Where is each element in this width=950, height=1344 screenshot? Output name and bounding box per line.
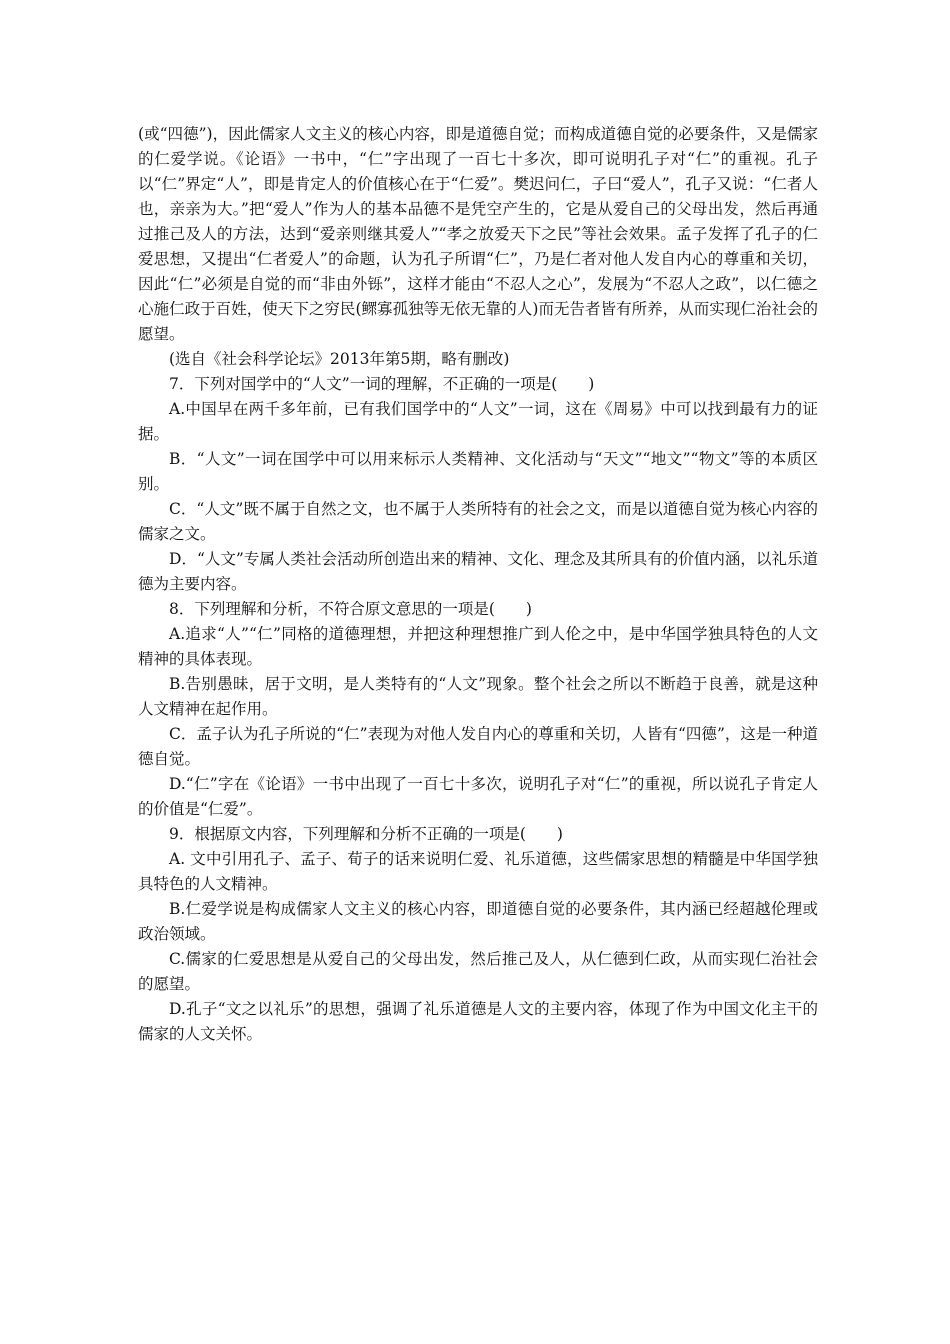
question-7-option-b: B．“人文”一词在国学中可以用来标示人类精神、文化活动与“天文”“地文”“物文”等的本质区别。 <box>138 450 818 493</box>
question-9-option-a: A. 文中引用孔子、孟子、荀子的话来说明仁爱、礼乐道德，这些儒家思想的精髓是中华国学独具特色的人文精神。 <box>138 850 818 893</box>
question-7-option-c: C．“人文”既不属于自然之文，也不属于人类所特有的社会之文，而是以道德自觉为核心内容的儒家之文。 <box>138 500 818 543</box>
question-8-option-c: C．孟子认为孔子所说的“仁”表现为对他人发自内心的尊重和关切，人皆有“四德”，这是一种道德自觉。 <box>138 725 818 768</box>
document-page <box>138 122 818 1047</box>
question-8-option-a: A.追求“人”“仁”同格的道德理想，并把这种理想推广到人伦之中，是中华国学独具特色的人文精神的具体表现。 <box>138 625 818 668</box>
question-7-stem: 7．下列对国学中的“人文”一词的理解，不正确的一项是( ) <box>169 375 595 393</box>
passage-body: (或“四德”)，因此儒家人文主义的核心内容，即是道德自觉；而构成道德自觉的必要条件，又是儒家的仁爱学说。《论语》一书中，“仁”字出现了一百七十多次，即可说明孔子对“仁”的重视。孔子以“仁”界定“人”，即是肯定人的价值核心在于“仁爱”。樊迟问仁，子曰“爱人”，孔子又说：“仁者人也，亲亲为大。”把“爱人”作为人的基本品德不是凭空产生的，它是从爱自己的父母出发，然后再通过推己及人的方法，达到“爱亲则继其爱人”“孝之放爱天下之民”等社会效果。孟子发挥了孔子的仁爱思想，又提出“仁者爱人”的命题，认为孔子所谓“仁”，乃是仁者对他人发自内心的尊重和关切，因此“仁”必须是自觉的而“非由外铄”，这样才能由“不忍人之心”，发展为“不忍人之政”，以仁德之心施仁政于百姓，使天下之穷民(鳏寡孤独等无依无靠的人)而无告者皆有所养，从而实现仁治社会的愿望。 <box>138 125 818 343</box>
question-8-option-b: B.告别愚昧，居于文明，是人类特有的“人文”现象。整个社会之所以不断趋于良善，就是这种人文精神在起作用。 <box>138 675 818 718</box>
question-7-option-d: D．“人文”专属人类社会活动所创造出来的精神、文化、理念及其所具有的价值内涵，以礼乐道德为主要内容。 <box>138 550 818 593</box>
question-8-option-d: D.“仁”字在《论语》一书中出现了一百七十多次，说明孔子对“仁”的重视，所以说孔子肯定人的价值是“仁爱”。 <box>138 775 818 818</box>
question-9-option-d: D.孔子“文之以礼乐”的思想，强调了礼乐道德是人文的主要内容，体现了作为中国文化主干的儒家的人文关怀。 <box>138 1000 818 1043</box>
question-9-stem: 9．根据原文内容，下列理解和分析不正确的一项是( ) <box>169 825 563 843</box>
question-9-option-b: B.仁爱学说是构成儒家人文主义的核心内容，即道德自觉的必要条件，其内涵已经超越伦理或政治领域。 <box>138 900 818 943</box>
question-9-option-c: C.儒家的仁爱思想是从爱自己的父母出发，然后推己及人，从仁德到仁政，从而实现仁治社会的愿望。 <box>138 950 818 993</box>
passage-source: (选自《社会科学论坛》2013年第5期，略有删改) <box>169 350 510 368</box>
question-8-stem: 8．下列理解和分析，不符合原文意思的一项是( ) <box>169 600 532 618</box>
question-7-option-a: A.中国早在两千多年前，已有我们国学中的“人文”一词，这在《周易》中可以找到最有力的证据。 <box>138 400 818 443</box>
